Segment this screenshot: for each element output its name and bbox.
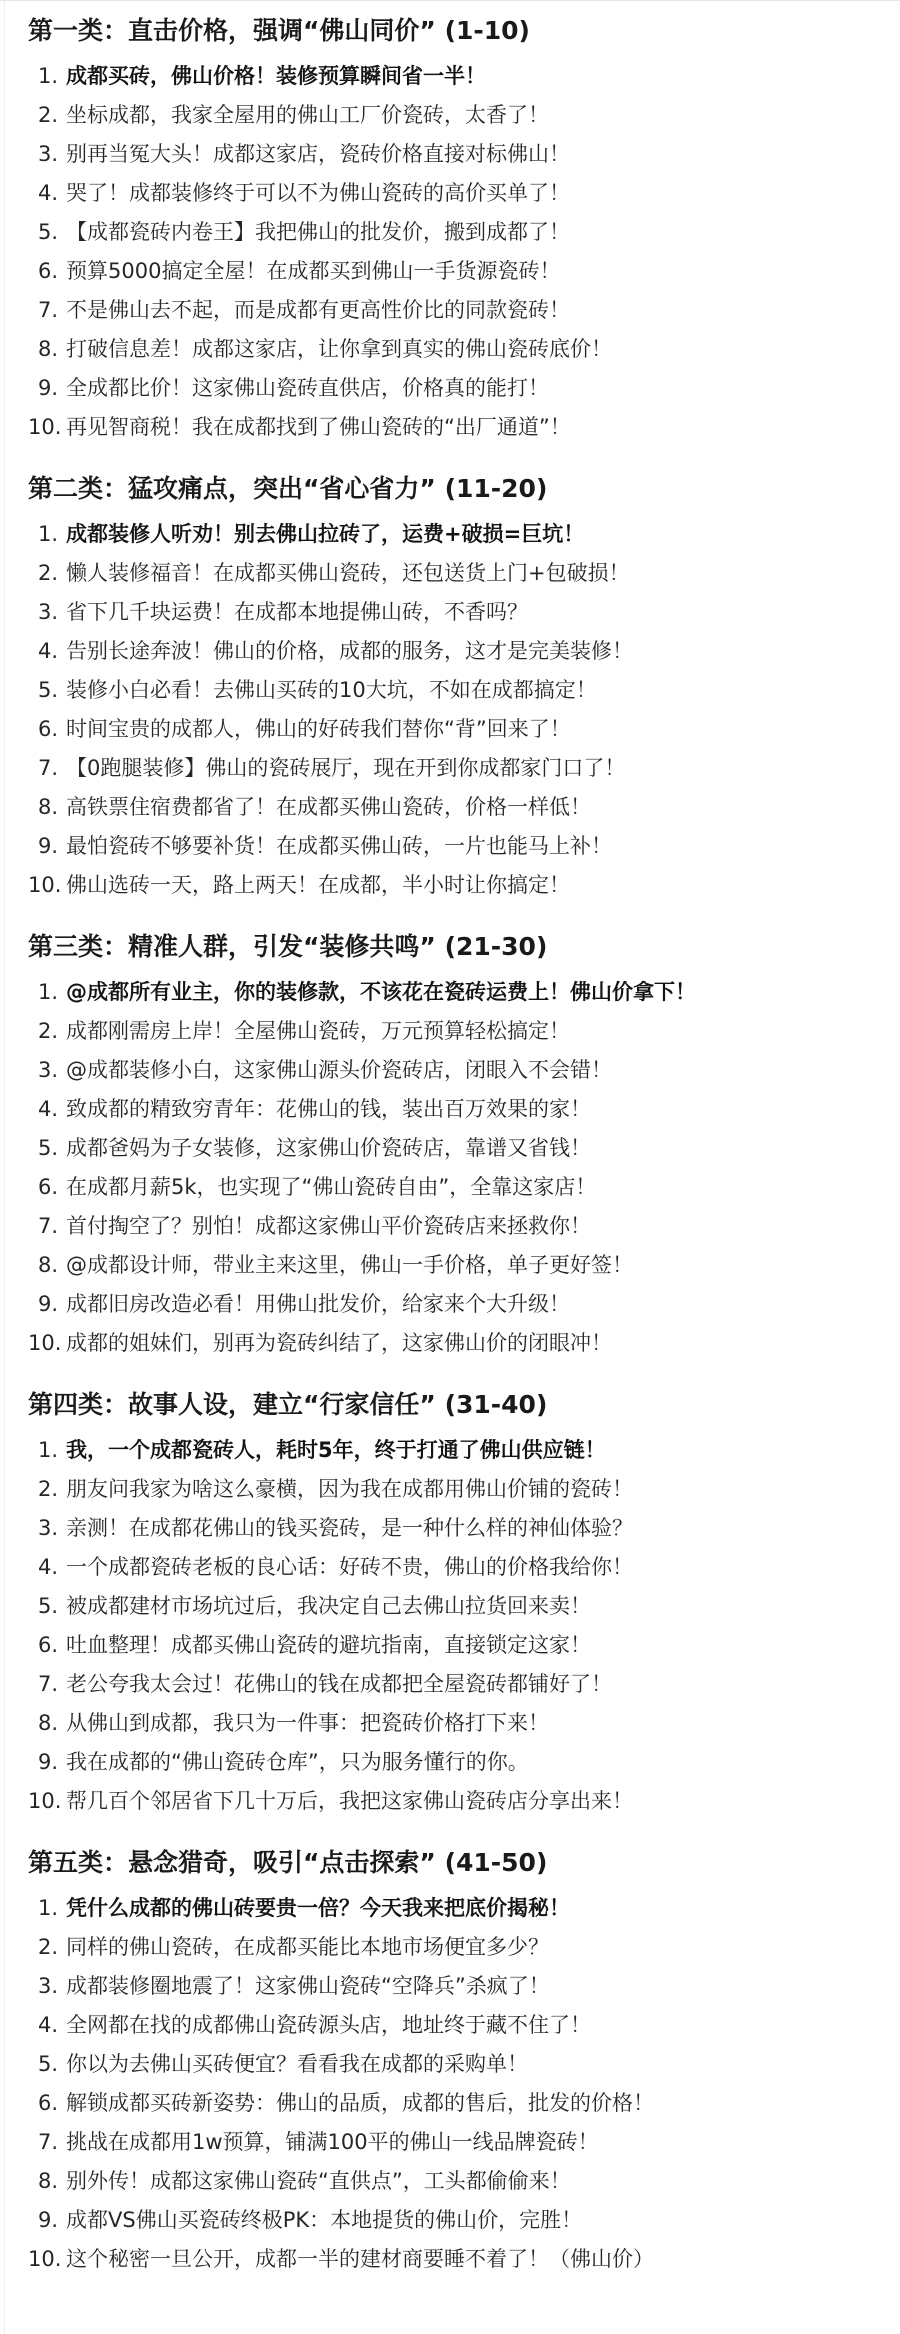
list-item-text: 佛山选砖一天，路上两天！在成都，半小时让你搞定！: [66, 873, 570, 897]
list-item-text: 成都买砖，佛山价格！装修预算瞬间省一半！: [66, 64, 486, 88]
list-item: [28, 1967, 888, 2006]
list-item: [28, 1587, 888, 1626]
list-item-number: 6.: [37, 717, 58, 741]
list-item: [28, 2162, 888, 2201]
list-item-text: 凭什么成都的佛山砖要贵一倍？今天我来把底价揭秘！: [66, 1896, 570, 1920]
list-item-text: 吐血整理！成都买佛山瓷砖的避坑指南，直接锁定这家！: [66, 1633, 591, 1657]
list-item-number: 7.: [37, 1214, 58, 1238]
list-item-number: 5.: [37, 1136, 58, 1160]
list-item-number: 3.: [37, 142, 58, 166]
list-item-number: 8.: [37, 1253, 58, 1277]
list-item: [28, 1168, 888, 1207]
list-item-number: 2.: [37, 103, 58, 127]
list-item: [28, 1743, 888, 1782]
list-item: [28, 2240, 888, 2279]
list-item-number: 3.: [37, 1058, 58, 1082]
list-item-text: 时间宝贵的成都人，佛山的好砖我们替你“背”回来了！: [66, 717, 571, 741]
list-item: [28, 1470, 888, 1509]
list-item-number: 6.: [37, 1633, 58, 1657]
list-item-number: 9.: [37, 2208, 58, 2232]
list-item-text: @成都设计师，带业主来这里，佛山一手价格，单子更好签！: [66, 1253, 633, 1277]
list-item: [28, 632, 888, 671]
list-item: [28, 554, 888, 593]
list-item-text: 告别长途奔波！佛山的价格，成都的服务，这才是完美装修！: [66, 639, 633, 663]
list-item-number: 7.: [37, 756, 58, 780]
list-item: [28, 1285, 888, 1324]
list-item-number: 4.: [37, 1555, 58, 1579]
list-item-text: 最怕瓷砖不够要补货！在成都买佛山砖，一片也能马上补！: [66, 834, 612, 858]
list-item-number: 5.: [37, 2052, 58, 2076]
list-item-text: @成都装修小白，这家佛山源头价瓷砖店，闭眼入不会错！: [66, 1058, 612, 1082]
list-item-number: 1.: [37, 1896, 58, 1920]
list-item: [28, 1665, 888, 1704]
list-item-text: 别外传！成都这家佛山瓷砖“直供点”，工头都偷偷来！: [66, 2169, 571, 2193]
list-item: [28, 291, 888, 330]
list-item-text: 别再当冤大头！成都这家店，瓷砖价格直接对标佛山！: [66, 142, 570, 166]
list-item: [28, 1889, 888, 1928]
list-item-number: 1.: [37, 64, 58, 88]
list-item-text: @成都所有业主，你的装修款，不该花在瓷砖运费上！佛山价拿下！: [66, 980, 696, 1004]
list-item-number: 1.: [37, 980, 58, 1004]
list-item-number: 8.: [37, 795, 58, 819]
list-item-number: 6.: [37, 2091, 58, 2115]
list-item: [28, 174, 888, 213]
list-item-number: 7.: [37, 298, 58, 322]
list-item: [28, 1207, 888, 1246]
list-item: [28, 866, 888, 905]
list-item-text: 这个秘密一旦公开，成都一半的建材商要睡不着了！（佛山价）: [66, 2247, 654, 2271]
list-item-number: 6.: [37, 1175, 58, 1199]
list-item: [28, 749, 888, 788]
list-item: [28, 1782, 888, 1821]
list-item-number: 3.: [37, 1974, 58, 1998]
list-item-number: 2.: [37, 1019, 58, 1043]
list-item-text: 高铁票住宿费都省了！在成都买佛山瓷砖，价格一样低！: [66, 795, 591, 819]
list-item-number: 2.: [37, 561, 58, 585]
list-item-number: 3.: [37, 600, 58, 624]
list-item: [28, 1012, 888, 1051]
list-item: [28, 710, 888, 749]
list-item: [28, 973, 888, 1012]
left-margin-line: [4, 0, 5, 2334]
section-title: 第三类：精准人群，引发“装修共鸣” (21-30): [28, 932, 548, 961]
list-item: [28, 252, 888, 291]
list-item-text: 不是佛山去不起，而是成都有更高性价比的同款瓷砖！: [66, 298, 570, 322]
list-item-number: 10.: [28, 1331, 62, 1355]
list-item: [28, 515, 888, 554]
section-5: [28, 1840, 888, 2279]
list-item: [28, 827, 888, 866]
list-item: [28, 1051, 888, 1090]
list-item-text: 首付掏空了？别怕！成都这家佛山平价瓷砖店来拯救你！: [66, 1214, 591, 1238]
list-item-text: 全成都比价！这家佛山瓷砖直供店，价格真的能打！: [66, 376, 549, 400]
list-item-number: 9.: [37, 834, 58, 858]
list-item-text: 亲测！在成都花佛山的钱买瓷砖，是一种什么样的神仙体验？: [66, 1516, 633, 1540]
list-item-text: 朋友问我家为啥这么豪横，因为我在成都用佛山价铺的瓷砖！: [66, 1477, 633, 1501]
list-item: [28, 369, 888, 408]
list-item: [28, 330, 888, 369]
list-item: [28, 1129, 888, 1168]
list-item: [28, 2045, 888, 2084]
list-item-number: 9.: [37, 376, 58, 400]
list-item-number: 8.: [37, 1711, 58, 1735]
list-item-text: 【0跑腿装修】佛山的瓷砖展厅，现在开到你成都家门口了！: [66, 756, 626, 780]
list-item-text: 打破信息差！成都这家店，让你拿到真实的佛山瓷砖底价！: [66, 337, 612, 361]
list-item-text: 成都VS佛山买瓷砖终极PK：本地提货的佛山价，完胜！: [66, 2208, 583, 2232]
section-3: [28, 924, 888, 1363]
list-item: [28, 2006, 888, 2045]
list-item-number: 10.: [28, 415, 62, 439]
list-item-number: 1.: [37, 1438, 58, 1462]
list-item-text: 解锁成都买砖新姿势：佛山的品质，成都的售后，批发的价格！: [66, 2091, 654, 2115]
list-item-text: 省下几千块运费！在成都本地提佛山砖，不香吗？: [66, 600, 528, 624]
list-item-number: 9.: [37, 1750, 58, 1774]
list-item-text: 一个成都瓷砖老板的良心话：好砖不贵，佛山的价格我给你！: [66, 1555, 633, 1579]
numbered-list: [28, 1431, 888, 1821]
list-item-number: 10.: [28, 2247, 62, 2271]
list-item: [28, 1626, 888, 1665]
list-item-text: 挑战在成都用1w预算，铺满100平的佛山一线品牌瓷砖！: [66, 2130, 599, 2154]
list-item-text: 我，一个成都瓷砖人，耗时5年，终于打通了佛山供应链！: [66, 1438, 606, 1462]
list-item-number: 4.: [37, 1097, 58, 1121]
list-item-text: 老公夸我太会过！花佛山的钱在成都把全屋瓷砖都铺好了！: [66, 1672, 612, 1696]
list-item-text: 全网都在找的成都佛山瓷砖源头店，地址终于藏不住了！: [66, 2013, 591, 2037]
section-title: 第五类：悬念猎奇，吸引“点击探索” (41-50): [28, 1848, 548, 1877]
section-4: [28, 1382, 888, 1821]
list-item-number: 10.: [28, 1789, 62, 1813]
list-item-text: 致成都的精致穷青年：花佛山的钱，装出百万效果的家！: [66, 1097, 591, 1121]
list-item-number: 8.: [37, 2169, 58, 2193]
list-item-text: 坐标成都，我家全屋用的佛山工厂价瓷砖，太香了！: [66, 103, 549, 127]
list-item-text: 成都装修人听劝！别去佛山拉砖了，运费+破损=巨坑！: [66, 522, 585, 546]
list-item-number: 7.: [37, 2130, 58, 2154]
section-2: [28, 466, 888, 905]
list-item: [28, 96, 888, 135]
list-item-text: 哭了！成都装修终于可以不为佛山瓷砖的高价买单了！: [66, 181, 570, 205]
numbered-list: [28, 1889, 888, 2279]
list-item-text: 成都的姐妹们，别再为瓷砖纠结了，这家佛山价的闭眼冲！: [66, 1331, 612, 1355]
list-item-text: 从佛山到成都，我只为一件事：把瓷砖价格打下来！: [66, 1711, 549, 1735]
list-item-number: 8.: [37, 337, 58, 361]
list-item: [28, 2123, 888, 2162]
list-item: [28, 408, 888, 447]
list-item: [28, 213, 888, 252]
list-item-number: 2.: [37, 1935, 58, 1959]
list-item-text: 成都装修圈地震了！这家佛山瓷砖“空降兵”杀疯了！: [66, 1974, 550, 1998]
list-item-text: 预算5000搞定全屋！在成都买到佛山一手货源瓷砖！: [66, 259, 561, 283]
list-item: [28, 1704, 888, 1743]
section-title: 第二类：猛攻痛点，突出“省心省力” (11-20): [28, 474, 548, 503]
list-item-number: 6.: [37, 259, 58, 283]
section-title: 第四类：故事人设，建立“行家信任” (31-40): [28, 1390, 548, 1419]
list-item: [28, 135, 888, 174]
section-title: 第一类：直击价格，强调“佛山同价” (1-10): [28, 16, 530, 45]
numbered-list: [28, 515, 888, 905]
list-item-text: 帮几百个邻居省下几十万后，我把这家佛山瓷砖店分享出来！: [66, 1789, 633, 1813]
list-item-text: 被成都建材市场坑过后，我决定自己去佛山拉货回来卖！: [66, 1594, 591, 1618]
list-item: [28, 1090, 888, 1129]
list-item-number: 4.: [37, 639, 58, 663]
list-item-number: 5.: [37, 220, 58, 244]
list-item-number: 7.: [37, 1672, 58, 1696]
top-divider: [0, 0, 900, 1]
list-item-number: 2.: [37, 1477, 58, 1501]
list-item-number: 3.: [37, 1516, 58, 1540]
list-item: [28, 2201, 888, 2240]
list-item-text: 【成都瓷砖内卷王】我把佛山的批发价，搬到成都了！: [66, 220, 570, 244]
list-item: [28, 1928, 888, 1967]
list-item-text: 成都爸妈为子女装修，这家佛山价瓷砖店，靠谱又省钱！: [66, 1136, 591, 1160]
list-item-text: 我在成都的“佛山瓷砖仓库”，只为服务懂行的你。: [66, 1750, 529, 1774]
list-item: [28, 1246, 888, 1285]
list-item: [28, 1548, 888, 1587]
list-item-text: 同样的佛山瓷砖，在成都买能比本地市场便宜多少？: [66, 1935, 549, 1959]
list-item-number: 1.: [37, 522, 58, 546]
list-item: [28, 2084, 888, 2123]
list-item: [28, 1431, 888, 1470]
numbered-list: [28, 973, 888, 1363]
list-item: [28, 57, 888, 96]
list-item-number: 4.: [37, 181, 58, 205]
list-item: [28, 671, 888, 710]
list-item-text: 在成都月薪5k，也实现了“佛山瓷砖自由”，全靠这家店！: [66, 1175, 597, 1199]
list-item-number: 5.: [37, 1594, 58, 1618]
section-1: [28, 8, 888, 447]
list-item-text: 你以为去佛山买砖便宜？看看我在成都的采购单！: [66, 2052, 528, 2076]
list-item-text: 再见智商税！我在成都找到了佛山瓷砖的“出厂通道”！: [66, 415, 571, 439]
list-item-number: 10.: [28, 873, 62, 897]
list-item-number: 5.: [37, 678, 58, 702]
list-item: [28, 1509, 888, 1548]
list-item: [28, 1324, 888, 1363]
list-item-number: 4.: [37, 2013, 58, 2037]
list-item: [28, 593, 888, 632]
numbered-list: [28, 57, 888, 447]
list-item: [28, 788, 888, 827]
list-item-text: 装修小白必看！去佛山买砖的10大坑，不如在成都搞定！: [66, 678, 597, 702]
list-item-text: 成都刚需房上岸！全屋佛山瓷砖，万元预算轻松搞定！: [66, 1019, 570, 1043]
list-item-text: 懒人装修福音！在成都买佛山瓷砖，还包送货上门+包破损！: [66, 561, 630, 585]
list-item-text: 成都旧房改造必看！用佛山批发价，给家来个大升级！: [66, 1292, 570, 1316]
list-item-number: 9.: [37, 1292, 58, 1316]
